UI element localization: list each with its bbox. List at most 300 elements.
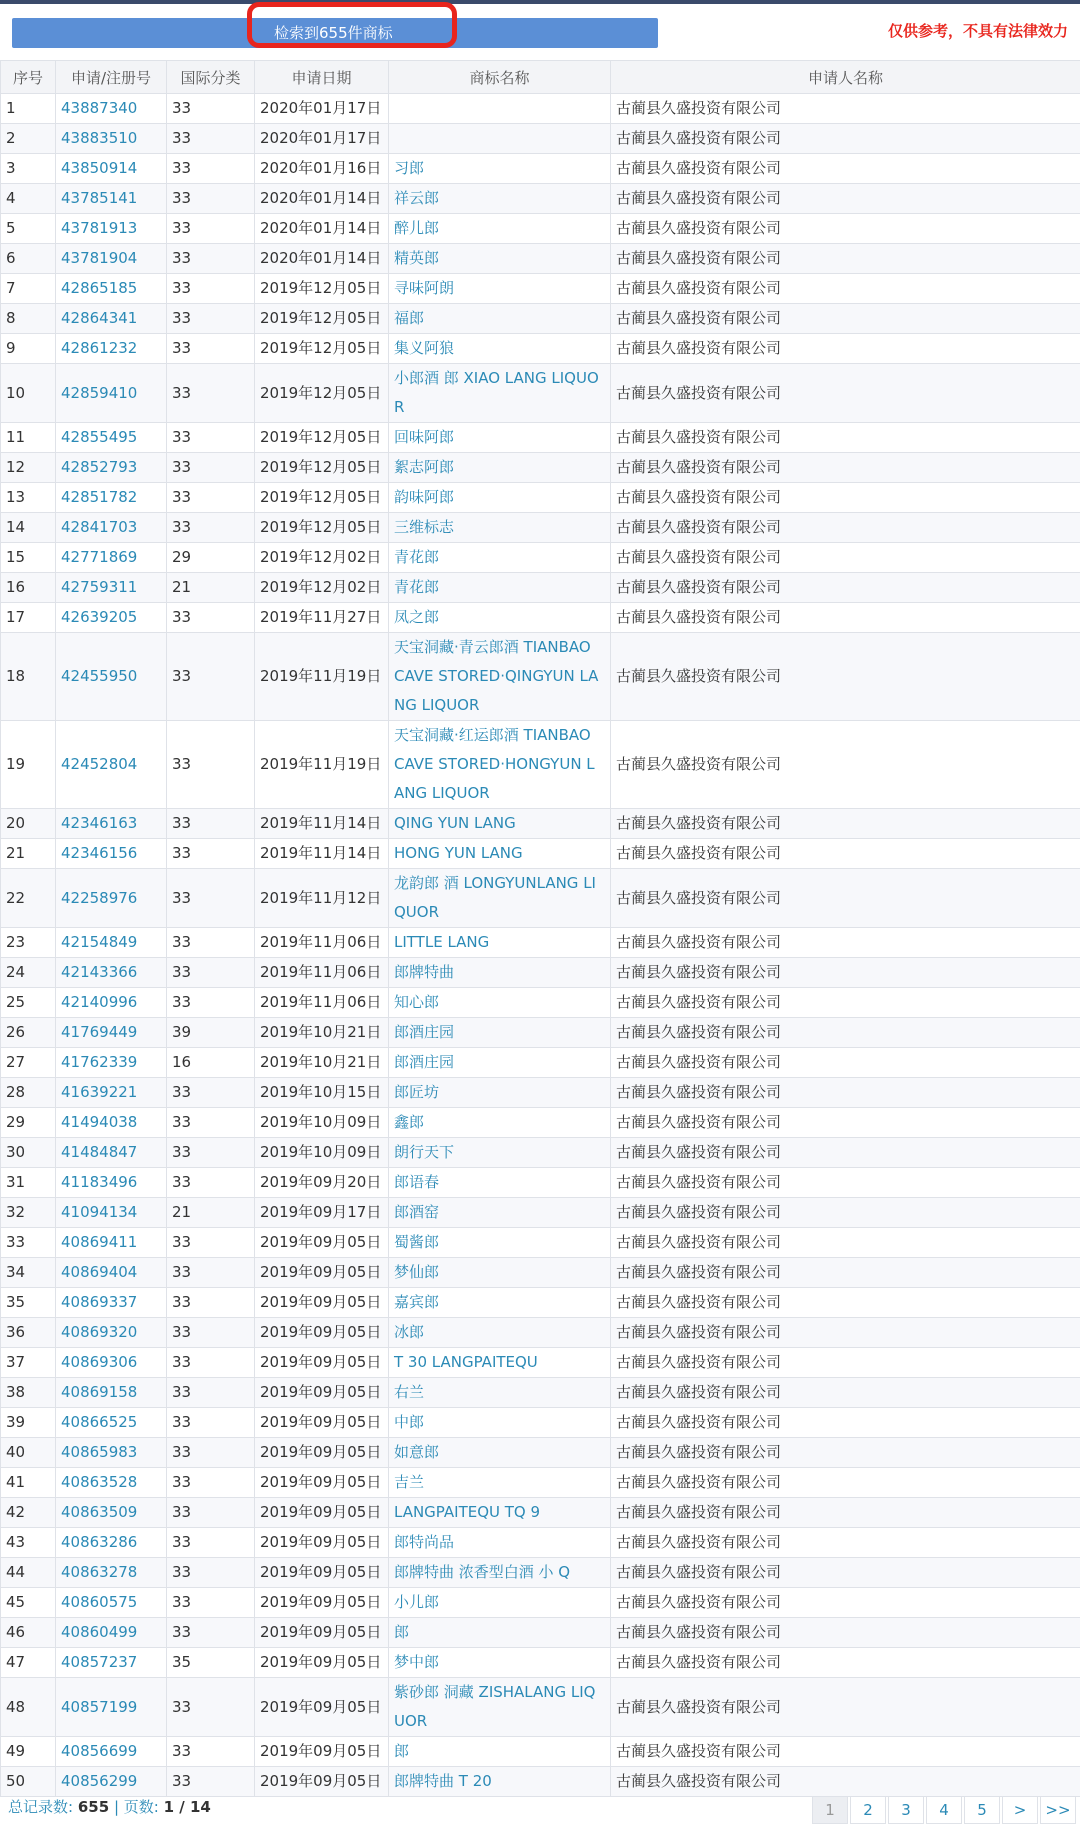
page-link[interactable]: 2 [850, 1796, 886, 1824]
cell-applicant: 古蔺县久盛投资有限公司 [611, 1498, 1080, 1528]
reg-no-link[interactable]: 41094134 [61, 1203, 137, 1221]
pagination [810, 1796, 1076, 1824]
cell-trademark [389, 1468, 611, 1498]
table-row [1, 1558, 1080, 1588]
trademark-link[interactable]: 青花郎 [394, 578, 439, 596]
trademark-link[interactable]: 天宝洞藏·青云郎酒 TIANBAO CAVE STORED·QINGYUN LANG LIQUOR [394, 638, 598, 714]
cell-date: 2019年10月09日 [255, 1138, 389, 1168]
cell-index: 5 [1, 214, 56, 244]
cell-applicant: 古蔺县久盛投资有限公司 [611, 1198, 1080, 1228]
reg-no-link[interactable]: 40856299 [61, 1772, 137, 1790]
cell-date: 2019年09月05日 [255, 1468, 389, 1498]
cell-applicant: 古蔺县久盛投资有限公司 [611, 1228, 1080, 1258]
table-row [1, 543, 1080, 573]
cell-class: 33 [167, 274, 255, 304]
cell-date: 2020年01月17日 [255, 94, 389, 124]
cell-applicant: 古蔺县久盛投资有限公司 [611, 988, 1080, 1018]
trademark-link[interactable]: 龙韵郎 酒 LONGYUNLANG LIQUOR [394, 874, 596, 921]
trademark-link[interactable]: 福郎 [394, 309, 424, 327]
reg-no-link[interactable]: 43850914 [61, 159, 137, 177]
trademark-link[interactable]: T 30 LANGPAITEQU [394, 1353, 538, 1371]
cell-class: 33 [167, 1558, 255, 1588]
cell-date: 2019年09月05日 [255, 1288, 389, 1318]
reg-no-link[interactable]: 40863286 [61, 1533, 137, 1551]
cell-index: 38 [1, 1378, 56, 1408]
cell-applicant: 古蔺县久盛投资有限公司 [611, 214, 1080, 244]
trademark-link[interactable]: 三维标志 [394, 518, 454, 536]
cell-reg-no [56, 1258, 167, 1288]
trademark-link[interactable]: 右兰 [394, 1383, 424, 1401]
reg-no-link[interactable]: 40860575 [61, 1593, 137, 1611]
reg-no-link[interactable]: 42859410 [61, 384, 137, 402]
reg-no-link[interactable]: 40860499 [61, 1623, 137, 1641]
table-row [1, 928, 1080, 958]
page-link[interactable]: 5 [964, 1796, 1000, 1824]
cell-index: 18 [1, 633, 56, 721]
table-row [1, 513, 1080, 543]
table-row [1, 1228, 1080, 1258]
cell-class: 33 [167, 483, 255, 513]
page-link[interactable]: 1 [812, 1796, 848, 1824]
trademark-link[interactable]: 回味阿郎 [394, 428, 454, 446]
table-row [1, 1438, 1080, 1468]
trademark-link[interactable]: 冰郎 [394, 1323, 424, 1341]
cell-trademark [389, 633, 611, 721]
cell-applicant: 古蔺县久盛投资有限公司 [611, 839, 1080, 869]
col-header-date: 申请日期 [255, 61, 389, 94]
page-link[interactable]: 3 [888, 1796, 924, 1824]
table-body [1, 94, 1080, 1797]
cell-date: 2019年12月05日 [255, 513, 389, 543]
cell-applicant: 古蔺县久盛投资有限公司 [611, 513, 1080, 543]
col-header-class: 国际分类 [167, 61, 255, 94]
reg-no-link[interactable]: 40869320 [61, 1323, 137, 1341]
reg-no-link[interactable]: 42143366 [61, 963, 137, 981]
cell-trademark [389, 423, 611, 453]
cell-date: 2019年09月05日 [255, 1528, 389, 1558]
reg-no-link[interactable]: 40869411 [61, 1233, 137, 1251]
cell-applicant: 古蔺县久盛投资有限公司 [611, 423, 1080, 453]
trademark-link[interactable]: HONG YUN LANG [394, 844, 523, 862]
table-row [1, 988, 1080, 1018]
reg-no-link[interactable]: 40857237 [61, 1653, 137, 1671]
cell-index: 32 [1, 1198, 56, 1228]
reg-no-link[interactable]: 42639205 [61, 608, 137, 626]
table-row [1, 1648, 1080, 1678]
reg-no-link[interactable]: 40863278 [61, 1563, 137, 1581]
cell-date: 2019年09月05日 [255, 1348, 389, 1378]
trademark-link[interactable]: 郎 [394, 1742, 409, 1760]
table-row [1, 1737, 1080, 1767]
cell-class: 33 [167, 603, 255, 633]
reg-no-link[interactable]: 40869158 [61, 1383, 137, 1401]
cell-applicant: 古蔺县久盛投资有限公司 [611, 543, 1080, 573]
cell-index: 7 [1, 274, 56, 304]
cell-date: 2019年09月05日 [255, 1318, 389, 1348]
trademark-link[interactable]: 紫砂郎 洞藏 ZISHALANG LIQUOR [394, 1683, 595, 1730]
cell-date: 2019年11月14日 [255, 809, 389, 839]
cell-index: 44 [1, 1558, 56, 1588]
reg-no-link[interactable]: 42154849 [61, 933, 137, 951]
table-row [1, 334, 1080, 364]
cell-applicant: 古蔺县久盛投资有限公司 [611, 1678, 1080, 1737]
cell-applicant: 古蔺县久盛投资有限公司 [611, 1618, 1080, 1648]
trademark-link[interactable]: 中郎 [394, 1413, 424, 1431]
reg-no-link[interactable]: 41639221 [61, 1083, 137, 1101]
cell-date: 2019年09月05日 [255, 1737, 389, 1767]
cell-date: 2019年09月05日 [255, 1378, 389, 1408]
cell-trademark [389, 1588, 611, 1618]
cell-applicant: 古蔺县久盛投资有限公司 [611, 573, 1080, 603]
cell-index: 31 [1, 1168, 56, 1198]
cell-applicant: 古蔺县久盛投资有限公司 [611, 1438, 1080, 1468]
cell-reg-no [56, 1408, 167, 1438]
reg-no-link[interactable]: 41769449 [61, 1023, 137, 1041]
trademark-link[interactable]: 习郎 [394, 159, 424, 177]
table-row [1, 839, 1080, 869]
cell-trademark [389, 1678, 611, 1737]
cell-reg-no [56, 603, 167, 633]
cell-reg-no [56, 274, 167, 304]
cell-trademark [389, 1498, 611, 1528]
reg-no-link[interactable]: 40856699 [61, 1742, 137, 1760]
cell-reg-no [56, 1468, 167, 1498]
cell-reg-no [56, 1498, 167, 1528]
cell-date: 2019年10月15日 [255, 1078, 389, 1108]
table-row [1, 423, 1080, 453]
cell-applicant: 古蔺县久盛投资有限公司 [611, 154, 1080, 184]
cell-reg-no [56, 1078, 167, 1108]
reg-no-link[interactable]: 42258976 [61, 889, 137, 907]
cell-reg-no [56, 1678, 167, 1737]
reg-no-link[interactable]: 42841703 [61, 518, 137, 536]
page-link[interactable]: >> [1040, 1796, 1076, 1824]
cell-applicant: 古蔺县久盛投资有限公司 [611, 304, 1080, 334]
reg-no-link[interactable]: 41484847 [61, 1143, 137, 1161]
cell-index: 41 [1, 1468, 56, 1498]
cell-applicant: 古蔺县久盛投资有限公司 [611, 809, 1080, 839]
reg-no-link[interactable]: 43785141 [61, 189, 137, 207]
reg-no-link[interactable]: 40869404 [61, 1263, 137, 1281]
cell-index: 23 [1, 928, 56, 958]
cell-trademark [389, 214, 611, 244]
reg-no-link[interactable]: 40869306 [61, 1353, 137, 1371]
trademark-link[interactable]: 梦仙郎 [394, 1263, 439, 1281]
cell-trademark [389, 988, 611, 1018]
highlight-annotation [247, 2, 457, 48]
cell-trademark [389, 603, 611, 633]
reg-no-link[interactable]: 41762339 [61, 1053, 137, 1071]
cell-index: 27 [1, 1048, 56, 1078]
cell-class: 33 [167, 1258, 255, 1288]
cell-date: 2019年11月12日 [255, 869, 389, 928]
cell-class: 33 [167, 1438, 255, 1468]
trademark-link[interactable]: 祥云郎 [394, 189, 439, 207]
table-row [1, 1408, 1080, 1438]
reg-no-link[interactable]: 40865983 [61, 1443, 137, 1461]
cell-index: 14 [1, 513, 56, 543]
cell-date: 2019年09月05日 [255, 1438, 389, 1468]
cell-trademark [389, 364, 611, 423]
cell-class: 33 [167, 1408, 255, 1438]
table-row [1, 603, 1080, 633]
page-link[interactable]: > [1002, 1796, 1038, 1824]
trademark-link[interactable]: 梦中郎 [394, 1653, 439, 1671]
cell-applicant: 古蔺县久盛投资有限公司 [611, 1648, 1080, 1678]
trademark-link[interactable]: 郎牌特曲 T 20 [394, 1772, 492, 1790]
cell-applicant: 古蔺县久盛投资有限公司 [611, 184, 1080, 214]
cell-index: 46 [1, 1618, 56, 1648]
cell-date: 2019年09月05日 [255, 1618, 389, 1648]
cell-index: 40 [1, 1438, 56, 1468]
reg-no-link[interactable]: 43781904 [61, 249, 137, 267]
trademark-link[interactable]: 郎匠坊 [394, 1083, 439, 1101]
reg-no-link[interactable]: 41183496 [61, 1173, 137, 1191]
cell-reg-no [56, 334, 167, 364]
cell-reg-no [56, 928, 167, 958]
cell-reg-no [56, 839, 167, 869]
trademark-link[interactable]: 青花郎 [394, 548, 439, 566]
cell-trademark [389, 274, 611, 304]
trademark-link[interactable]: 醉儿郎 [394, 219, 439, 237]
trademark-link[interactable]: 精英郎 [394, 249, 439, 267]
cell-index: 16 [1, 573, 56, 603]
reg-no-link[interactable]: 40863528 [61, 1473, 137, 1491]
cell-class: 33 [167, 423, 255, 453]
cell-reg-no [56, 184, 167, 214]
cell-date: 2019年12月05日 [255, 274, 389, 304]
cell-applicant: 古蔺县久盛投资有限公司 [611, 244, 1080, 274]
cell-index: 34 [1, 1258, 56, 1288]
trademark-link[interactable]: LITTLE LANG [394, 933, 489, 951]
reg-no-link[interactable]: 42852793 [61, 458, 137, 476]
total-label: 总记录数: [8, 1798, 73, 1816]
cell-class: 33 [167, 958, 255, 988]
cell-date: 2019年11月19日 [255, 633, 389, 721]
cell-date: 2019年12月02日 [255, 573, 389, 603]
table-row [1, 1018, 1080, 1048]
trademark-link[interactable]: 嘉宾郎 [394, 1293, 439, 1311]
cell-index: 43 [1, 1528, 56, 1558]
cell-trademark [389, 1258, 611, 1288]
trademark-link[interactable]: 郎酒窑 [394, 1203, 439, 1221]
cell-applicant: 古蔺县久盛投资有限公司 [611, 1288, 1080, 1318]
cell-trademark [389, 1198, 611, 1228]
cell-reg-no [56, 94, 167, 124]
trademark-link[interactable]: 寻味阿朗 [394, 279, 454, 297]
table-row [1, 1138, 1080, 1168]
cell-class: 33 [167, 928, 255, 958]
trademark-link[interactable]: 蜀酱郎 [394, 1233, 439, 1251]
cell-index: 42 [1, 1498, 56, 1528]
cell-class: 39 [167, 1018, 255, 1048]
cell-date: 2019年09月05日 [255, 1588, 389, 1618]
cell-trademark [389, 1288, 611, 1318]
cell-index: 15 [1, 543, 56, 573]
cell-applicant: 古蔺县久盛投资有限公司 [611, 364, 1080, 423]
cell-date: 2020年01月14日 [255, 214, 389, 244]
reg-no-link[interactable]: 40869337 [61, 1293, 137, 1311]
trademark-link[interactable]: 郎 [394, 1623, 409, 1641]
cell-applicant: 古蔺县久盛投资有限公司 [611, 1588, 1080, 1618]
trademark-link[interactable]: QING YUN LANG [394, 814, 516, 832]
cell-class: 35 [167, 1648, 255, 1678]
cell-applicant: 古蔺县久盛投资有限公司 [611, 1318, 1080, 1348]
trademark-link[interactable]: 吉兰 [394, 1473, 424, 1491]
trademark-link[interactable]: 郎特尚品 [394, 1533, 454, 1551]
reg-no-link[interactable]: 42855495 [61, 428, 137, 446]
cell-date: 2019年12月05日 [255, 423, 389, 453]
trademark-link[interactable]: 郎语春 [394, 1173, 439, 1191]
cell-trademark [389, 1318, 611, 1348]
cell-reg-no [56, 513, 167, 543]
reg-no-link[interactable]: 40863509 [61, 1503, 137, 1521]
trademark-link[interactable]: 小儿郎 [394, 1593, 439, 1611]
trademark-link[interactable]: 郎牌特曲 [394, 963, 454, 981]
trademark-link[interactable]: 天宝洞藏·红运郎酒 TIANBAO CAVE STORED·HONGYUN LANG LIQUOR [394, 726, 595, 802]
cell-index: 26 [1, 1018, 56, 1048]
cell-index: 4 [1, 184, 56, 214]
cell-reg-no [56, 721, 167, 809]
reg-no-link[interactable]: 43781913 [61, 219, 137, 237]
cell-date: 2019年10月21日 [255, 1048, 389, 1078]
cell-trademark [389, 1438, 611, 1468]
cell-date: 2019年11月06日 [255, 928, 389, 958]
cell-index: 29 [1, 1108, 56, 1138]
cell-class: 33 [167, 988, 255, 1018]
cell-index: 37 [1, 1348, 56, 1378]
reg-no-link[interactable]: 43883510 [61, 129, 137, 147]
cell-date: 2019年10月09日 [255, 1108, 389, 1138]
cell-date: 2019年09月05日 [255, 1558, 389, 1588]
cell-date: 2019年12月05日 [255, 364, 389, 423]
reg-no-link[interactable]: 42140996 [61, 993, 137, 1011]
cell-applicant: 古蔺县久盛投资有限公司 [611, 1528, 1080, 1558]
cell-index: 45 [1, 1588, 56, 1618]
trademark-link[interactable]: 集义阿狼 [394, 339, 454, 357]
cell-trademark [389, 124, 611, 154]
trademark-link[interactable]: 凤之郎 [394, 608, 439, 626]
cell-reg-no [56, 1228, 167, 1258]
cell-trademark [389, 334, 611, 364]
cell-applicant: 古蔺县久盛投资有限公司 [611, 334, 1080, 364]
cell-reg-no [56, 573, 167, 603]
search-result-count: 检索到655件商标 [274, 18, 393, 48]
reg-no-link[interactable]: 42759311 [61, 578, 137, 596]
cell-index: 12 [1, 453, 56, 483]
reg-no-link[interactable]: 40866525 [61, 1413, 137, 1431]
trademark-link[interactable]: 小郎酒 郎 XIAO LANG LIQUOR [394, 369, 599, 416]
reg-no-link[interactable]: 42864341 [61, 309, 137, 327]
cell-applicant: 古蔺县久盛投资有限公司 [611, 869, 1080, 928]
cell-index: 17 [1, 603, 56, 633]
trademark-link[interactable]: 知心郎 [394, 993, 439, 1011]
reg-no-link[interactable]: 43887340 [61, 99, 137, 117]
cell-applicant: 古蔺县久盛投资有限公司 [611, 1048, 1080, 1078]
cell-applicant: 古蔺县久盛投资有限公司 [611, 633, 1080, 721]
trademark-link[interactable]: LANGPAITEQU TQ 9 [394, 1503, 540, 1521]
cell-date: 2019年12月05日 [255, 453, 389, 483]
cell-class: 33 [167, 1678, 255, 1737]
cell-date: 2019年11月27日 [255, 603, 389, 633]
reg-no-link[interactable]: 42455950 [61, 667, 137, 685]
reg-no-link[interactable]: 42452804 [61, 755, 137, 773]
cell-date: 2019年11月06日 [255, 988, 389, 1018]
reg-no-link[interactable]: 42771869 [61, 548, 137, 566]
trademark-link[interactable]: 鑫郎 [394, 1113, 424, 1131]
page-link[interactable]: 4 [926, 1796, 962, 1824]
cell-reg-no [56, 1558, 167, 1588]
trademark-link[interactable]: 絮志阿郎 [394, 458, 454, 476]
cell-index: 13 [1, 483, 56, 513]
cell-trademark [389, 453, 611, 483]
cell-reg-no [56, 1648, 167, 1678]
trademark-link[interactable]: 郎酒庄园 [394, 1053, 454, 1071]
cell-applicant: 古蔺县久盛投资有限公司 [611, 274, 1080, 304]
reg-no-link[interactable]: 42865185 [61, 279, 137, 297]
cell-applicant: 古蔺县久盛投资有限公司 [611, 1408, 1080, 1438]
cell-class: 33 [167, 1078, 255, 1108]
trademark-link[interactable]: 郎酒庄园 [394, 1023, 454, 1041]
trademark-link[interactable]: 如意郎 [394, 1443, 439, 1461]
table-row [1, 1468, 1080, 1498]
reg-no-link[interactable]: 42346163 [61, 814, 137, 832]
cell-class: 33 [167, 1378, 255, 1408]
cell-date: 2020年01月17日 [255, 124, 389, 154]
cell-index: 47 [1, 1648, 56, 1678]
cell-trademark [389, 1378, 611, 1408]
cell-index: 21 [1, 839, 56, 869]
table-row [1, 721, 1080, 809]
cell-trademark [389, 1737, 611, 1767]
cell-class: 33 [167, 1348, 255, 1378]
cell-class: 33 [167, 1737, 255, 1767]
cell-index: 24 [1, 958, 56, 988]
cell-date: 2019年09月20日 [255, 1168, 389, 1198]
cell-reg-no [56, 543, 167, 573]
reg-no-link[interactable]: 40857199 [61, 1698, 137, 1716]
table-row [1, 453, 1080, 483]
table-row [1, 483, 1080, 513]
cell-index: 20 [1, 809, 56, 839]
cell-index: 11 [1, 423, 56, 453]
cell-trademark [389, 483, 611, 513]
col-header-index: 序号 [1, 61, 56, 94]
reg-no-link[interactable]: 42861232 [61, 339, 137, 357]
table-row [1, 1318, 1080, 1348]
reg-no-link[interactable]: 42346156 [61, 844, 137, 862]
cell-applicant: 古蔺县久盛投资有限公司 [611, 453, 1080, 483]
trademark-link[interactable]: 韵味阿郎 [394, 488, 454, 506]
cell-date: 2019年09月05日 [255, 1228, 389, 1258]
table-row [1, 1767, 1080, 1797]
trademark-link[interactable]: 朗行天下 [394, 1143, 454, 1161]
table-row [1, 1288, 1080, 1318]
trademark-link[interactable]: 郎牌特曲 浓香型白酒 小 Q [394, 1563, 570, 1581]
cell-applicant: 古蔺县久盛投资有限公司 [611, 928, 1080, 958]
cell-index: 10 [1, 364, 56, 423]
table-row [1, 1168, 1080, 1198]
cell-reg-no [56, 364, 167, 423]
cell-applicant: 古蔺县久盛投资有限公司 [611, 958, 1080, 988]
reg-no-link[interactable]: 42851782 [61, 488, 137, 506]
cell-reg-no [56, 244, 167, 274]
cell-class: 33 [167, 513, 255, 543]
reg-no-link[interactable]: 41494038 [61, 1113, 137, 1131]
table-row [1, 1678, 1080, 1737]
table-row [1, 1528, 1080, 1558]
cell-class: 33 [167, 94, 255, 124]
